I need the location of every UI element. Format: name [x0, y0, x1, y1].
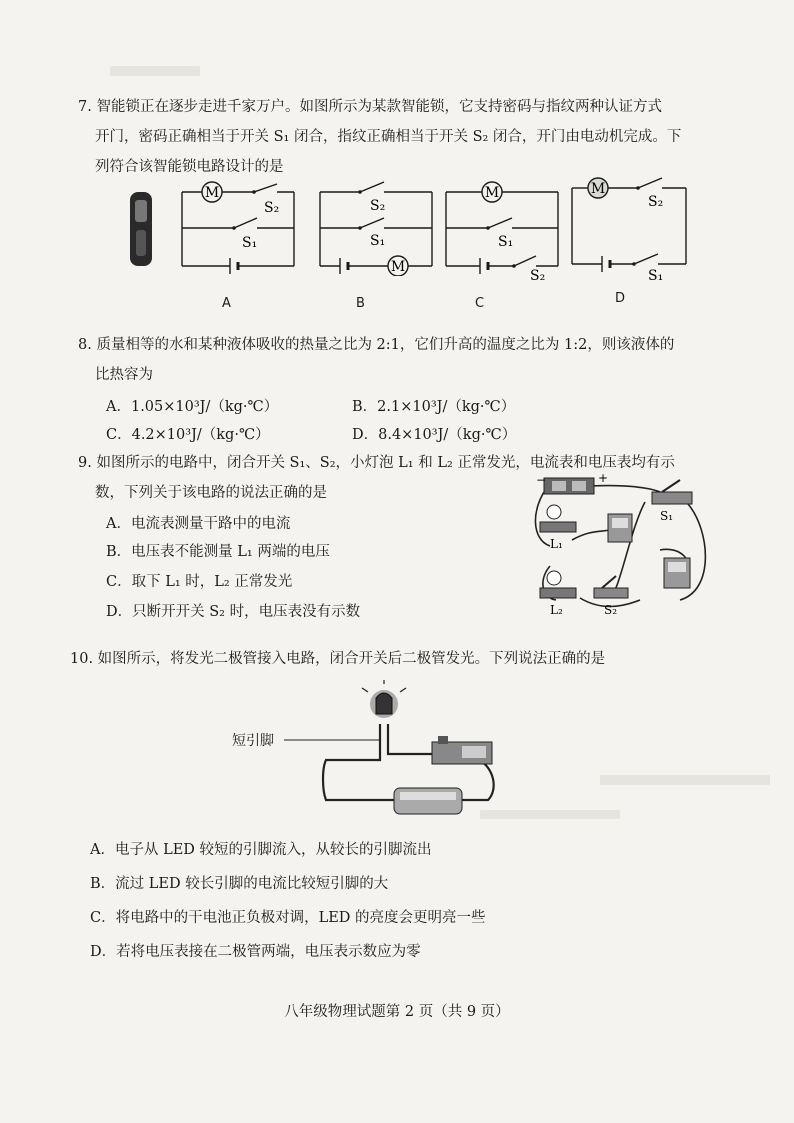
- motor-label: M: [590, 181, 606, 197]
- circuit-label-a: A: [222, 296, 231, 311]
- switch-label-s2: S₂: [530, 268, 546, 284]
- page-footer: 八年级物理试题第 2 页（共 9 页）: [284, 1004, 510, 1020]
- switch-label-s1: S₁: [498, 234, 514, 250]
- question-text: 质量相等的水和某种液体吸收的热量之比为 2:1，它们升高的温度之比为 1:2，则该液体的: [96, 337, 675, 353]
- question-text: 智能锁正在逐步走进千家万户。如图所示为某款智能锁，它支持密码与指纹两种认证方式: [96, 99, 662, 115]
- circuit-label-d: D: [615, 291, 626, 306]
- option-a: A．电流表测量干路中的电流: [106, 516, 291, 532]
- short-lead-label: 短引脚: [232, 733, 274, 749]
- q9-circuit-figure: [520, 470, 720, 620]
- option-b: B．2.1×10³J/（kg·℃）: [352, 399, 516, 415]
- option-a: A．电子从 LED 较短的引脚流入，从较长的引脚流出: [90, 842, 432, 858]
- motor-label: M: [484, 185, 500, 201]
- switch-label-s1: S₁: [660, 509, 674, 523]
- question-number: 9.: [78, 455, 92, 471]
- switch-label-s2: S₂: [604, 603, 618, 617]
- question-text: 数，下列关于该电路的说法正确的是: [95, 485, 327, 501]
- circuit-option-d: [562, 170, 694, 284]
- question-8: [78, 330, 674, 390]
- motor-label: M: [204, 185, 220, 201]
- question-number: 8.: [78, 337, 92, 353]
- bulb-label-l1: L₁: [550, 537, 563, 551]
- bleed-through-mark: [600, 775, 770, 785]
- circuit-label-c: C: [475, 296, 485, 311]
- circuit-option-a: [172, 176, 302, 276]
- switch-label-s2: S₂: [370, 198, 386, 214]
- option-b: B．电压表不能测量 L₁ 两端的电压: [106, 544, 330, 560]
- option-c: C．将电路中的干电池正负极对调，LED 的亮度会更明亮一些: [90, 910, 486, 926]
- motor-label: M: [390, 259, 406, 275]
- question-text: 比热容为: [95, 367, 153, 383]
- circuit-label-b: B: [356, 296, 365, 311]
- circuit-option-b: [310, 176, 440, 276]
- bleed-through-mark: [110, 66, 200, 76]
- switch-label-s1: S₁: [370, 233, 386, 249]
- option-b: B．流过 LED 较长引脚的电流比较短引脚的大: [90, 876, 389, 892]
- switch-label-s1: S₁: [242, 235, 258, 251]
- bulb-label-l2: L₂: [550, 603, 563, 617]
- question-number: 7.: [78, 99, 92, 115]
- battery-plus-label: +: [598, 471, 609, 485]
- battery-minus-label: −: [536, 473, 547, 487]
- option-d: D．若将电压表接在二极管两端，电压表示数应为零: [90, 944, 421, 960]
- switch-label-s2: S₂: [648, 194, 664, 210]
- question-text: 开门，密码正确相当于开关 S₁ 闭合，指纹正确相当于开关 S₂ 闭合，开门由电动机完成。下: [95, 129, 682, 145]
- option-a: A．1.05×10³J/（kg·℃）: [106, 399, 279, 415]
- question-number: 10.: [70, 651, 94, 667]
- question-7: [78, 92, 681, 182]
- question-text: 如图所示的电路中，闭合开关 S₁、S₂，小灯泡 L₁ 和 L₂ 正常发光，电流表和电压表均有示: [96, 455, 675, 471]
- led-circuit-figure: [222, 680, 542, 830]
- option-d: D．8.4×10³J/（kg·℃）: [352, 427, 517, 443]
- smart-lock-picture: [128, 190, 154, 268]
- question-10: [70, 644, 605, 674]
- option-c: C．4.2×10³J/（kg·℃）: [106, 427, 270, 443]
- option-c: C．取下 L₁ 时，L₂ 正常发光: [106, 574, 293, 590]
- switch-label-s2: S₂: [264, 200, 280, 216]
- circuit-option-c: [436, 176, 566, 284]
- option-d: D．只断开开关 S₂ 时，电压表没有示数: [106, 604, 361, 620]
- question-text: 列符合该智能锁电路设计的是: [95, 159, 284, 175]
- switch-label-s1: S₁: [648, 268, 664, 284]
- question-text: 如图所示，将发光二极管接入电路，闭合开关后二极管发光。下列说法正确的是: [97, 651, 606, 667]
